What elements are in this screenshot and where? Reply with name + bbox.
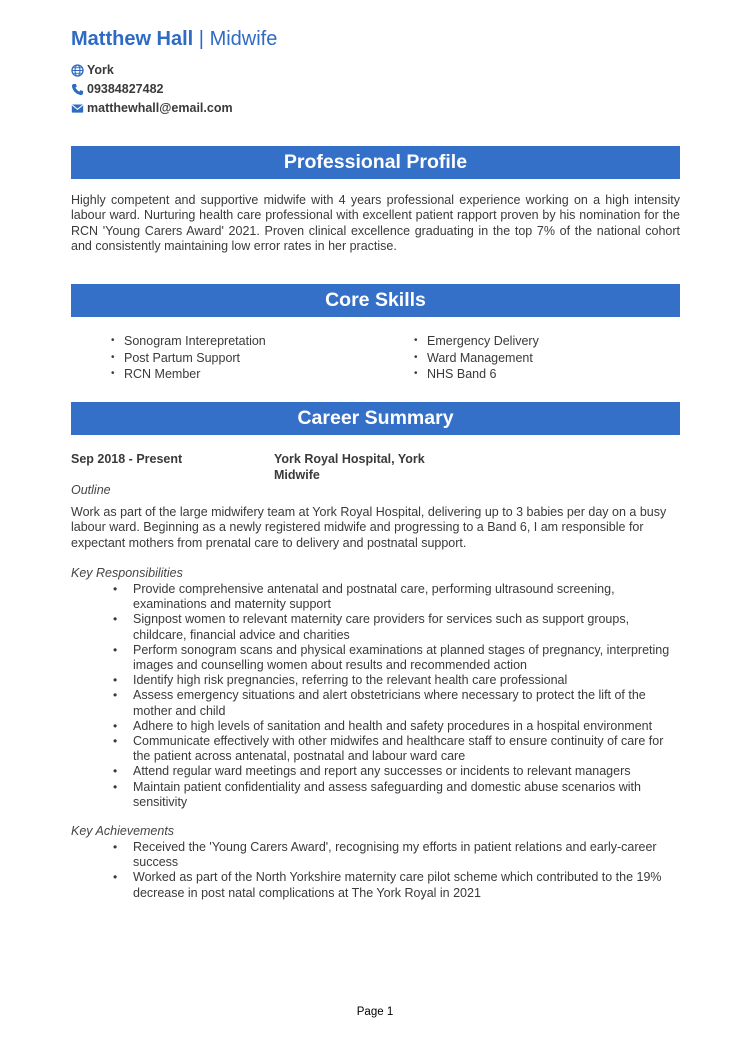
- location-text: York: [87, 63, 114, 77]
- outline-text: Work as part of the large midwifery team at York Royal Hospital, delivering up to 3 babies per day on a busy labour ward. Beginning as a newly registered midwife and progressing to a Band 6, I am responsible for expectant mothers from prenatal care to delivery and postnatal support.: [71, 505, 667, 550]
- responsibilities-label: Key Responsibilities: [71, 566, 183, 580]
- page-number: Page 1: [356, 1006, 394, 1018]
- title-separator: |: [193, 28, 210, 50]
- envelope-icon: [71, 102, 84, 115]
- achievement-item: • Received the 'Young Carers Award', recognising my efforts in patient relations and early-career success: [113, 840, 680, 870]
- achievement-item: • Worked as part of the North Yorkshire maternity care pilot scheme which contributed to the 19% decrease in post natal complications at The York Royal in 2021: [113, 870, 680, 900]
- responsibility-item: • Assess emergency situations and alert obstetricians where necessary to protect the lift of the mother and child: [113, 688, 680, 718]
- skills-left-list: [111, 333, 266, 383]
- contact-location: [71, 63, 114, 77]
- skill-item: • Post Partum Support: [111, 350, 266, 367]
- email-text: matthewhall@email.com: [87, 101, 233, 115]
- section-heading-profile: Professional Profile: [71, 146, 680, 179]
- skill-item: • Sonogram Interepretation: [111, 333, 266, 350]
- job-employer: York Royal Hospital, York: [274, 452, 425, 466]
- candidate-name: Matthew Hall: [71, 28, 194, 50]
- responsibility-item: • Perform sonogram scans and physical examinations at planned stages of pregnancy, interpreting images and counselling women about results and recommended action: [113, 643, 680, 673]
- responsibility-item: • Maintain patient confidentiality and assess safeguarding and domestic abuse scenarios with sensitivity: [113, 780, 680, 810]
- section-heading-skills: Core Skills: [71, 284, 680, 317]
- globe-icon: [71, 64, 84, 77]
- job-employer-block: [274, 452, 425, 483]
- contact-phone: [71, 82, 163, 96]
- section-heading-career: Career Summary: [71, 402, 680, 435]
- responsibility-item: • Signpost women to relevant maternity care providers for services such as support groups, childcare, financial advice and charities: [113, 612, 680, 642]
- responsibility-item: • Identify high risk pregnancies, referring to the relevant health care professional: [113, 673, 680, 688]
- job-role: Midwife: [274, 467, 320, 482]
- responsibility-item: • Communicate effectively with other midwifes and healthcare staff to ensure continuity of care for the patient across antenatal, postnatal and labour ward care: [113, 734, 680, 764]
- phone-icon: [71, 83, 84, 96]
- achievements-label: Key Achievements: [71, 824, 175, 838]
- cv-header: [71, 28, 277, 51]
- achievements-list: [113, 840, 680, 901]
- skill-item: • Ward Management: [414, 350, 539, 367]
- phone-text: 09384827482: [87, 82, 164, 96]
- contact-email: [71, 101, 233, 115]
- job-date: Sep 2018 - Present: [71, 452, 183, 466]
- profile-text: Highly competent and supportive midwife with 4 years professional experience working on a high intensity labour ward. Nurturing health care professional with excellent patient rapport proven by his nomination for the RCN 'Young Carers Award' 2021. Proven clinical excellence graduating in the top 7% of the national cohort and consistently maintaining low error rates in her practise.: [71, 193, 680, 253]
- responsibility-item: • Adhere to high levels of sanitation and health and safety procedures in a hospital environment: [113, 719, 680, 734]
- skill-item: • RCN Member: [111, 366, 266, 383]
- responsibility-item: • Provide comprehensive antenatal and postnatal care, performing ultrasound screening, examinations and maternity support: [113, 582, 680, 612]
- responsibilities-list: [113, 582, 680, 810]
- skill-item: • NHS Band 6: [414, 366, 539, 383]
- skill-item: • Emergency Delivery: [414, 333, 539, 350]
- skills-right-list: [414, 333, 539, 383]
- job-title: Midwife: [209, 28, 278, 50]
- outline-label: Outline: [71, 483, 111, 497]
- responsibility-item: • Attend regular ward meetings and report any successes or incidents to relevant managers: [113, 764, 680, 779]
